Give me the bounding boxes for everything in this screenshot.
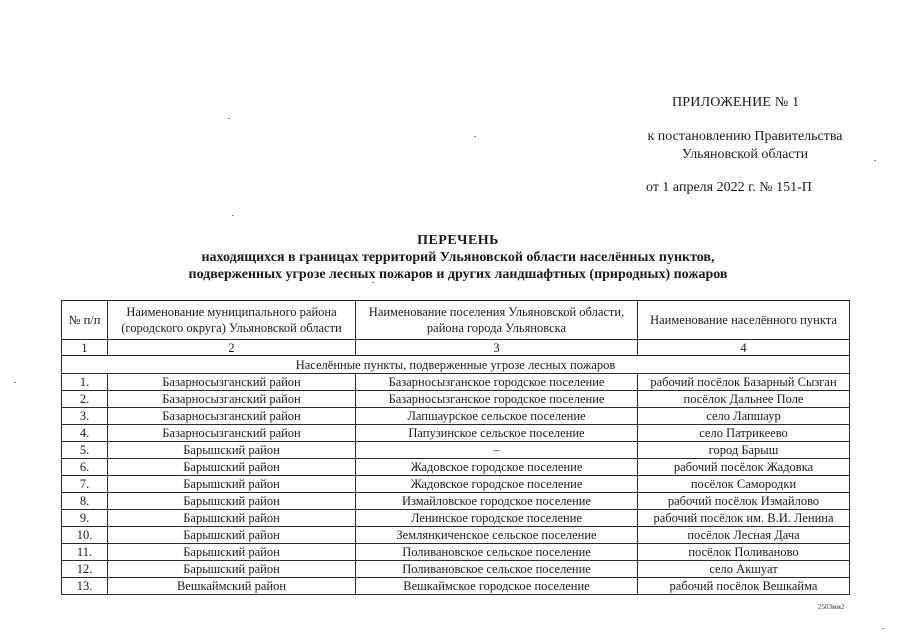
cell-district: Барышский район (108, 527, 356, 544)
document-title (90, 232, 826, 283)
cell-district: Барышский район (108, 561, 356, 578)
cell-settlement: – (356, 442, 638, 459)
cell-locality: село Патрикеево (638, 425, 850, 442)
header-locality: Наименование населённого пункта (638, 301, 850, 340)
cell-district: Барышский район (108, 442, 356, 459)
cell-district: Барышский район (108, 544, 356, 561)
cell-locality: рабочий посёлок Базарный Сызган (638, 374, 850, 391)
cell-locality: посёлок Самородки (638, 476, 850, 493)
cell-settlement: Вешкаймское городское поселение (356, 578, 638, 595)
header-district: Наименование муниципального района (городского округа) Ульяновской области (108, 301, 356, 340)
cell-district: Базарносызганский район (108, 374, 356, 391)
cell-district: Барышский район (108, 493, 356, 510)
table-row (62, 527, 850, 544)
section-title: Населённые пункты, подверженные угрозе лесных пожаров (62, 356, 850, 374)
scan-speck (474, 136, 476, 137)
column-number-row (62, 340, 850, 356)
cell-num: 5. (62, 442, 108, 459)
decree-reference-line1: к постановлению Правительства (647, 129, 843, 144)
table-row (62, 459, 850, 476)
table-row (62, 493, 850, 510)
scan-speck (232, 215, 234, 216)
decree-reference (620, 128, 870, 164)
cell-locality: город Барыш (638, 442, 850, 459)
scan-speck (882, 628, 884, 629)
cell-district: Барышский район (108, 510, 356, 527)
cell-settlement: Жадовское городское поселение (356, 476, 638, 493)
cell-locality: село Акшуат (638, 561, 850, 578)
localities-table (61, 300, 850, 595)
cell-num: 10. (62, 527, 108, 544)
title-line2: подверженных угрозе лесных пожаров и других ландшафтных (природных) пожаров (188, 267, 728, 282)
table-row (62, 408, 850, 425)
decree-date: от 1 апреля 2022 г. № 151-П (646, 180, 812, 195)
cell-num: 8. (62, 493, 108, 510)
cell-locality: рабочий посёлок Измайлово (638, 493, 850, 510)
header-num: № п/п (62, 301, 108, 340)
cell-settlement: Базарносызганское городское поселение (356, 374, 638, 391)
title-main: ПЕРЕЧЕНЬ (417, 233, 499, 248)
title-line1: находящихся в границах территорий Ульяновской области населённых пунктов, (201, 250, 715, 265)
cell-locality: посёлок Лесная Дача (638, 527, 850, 544)
cell-num: 12. (62, 561, 108, 578)
cell-settlement: Папузинское сельское поселение (356, 425, 638, 442)
cell-settlement: Ленинское городское поселение (356, 510, 638, 527)
cell-settlement: Поливановское сельское поселение (356, 561, 638, 578)
cell-district: Базарносызганский район (108, 408, 356, 425)
table-row (62, 476, 850, 493)
cell-num: 2. (62, 391, 108, 408)
table-row (62, 561, 850, 578)
cell-locality: посёлок Поливаново (638, 544, 850, 561)
cell-num: 3. (62, 408, 108, 425)
cell-num: 4. (62, 425, 108, 442)
cell-district: Вешкаймский район (108, 578, 356, 595)
cell-num: 6. (62, 459, 108, 476)
cell-locality: село Лапшаур (638, 408, 850, 425)
column-number: 2 (108, 340, 356, 356)
cell-district: Базарносызганский район (108, 391, 356, 408)
scan-speck (228, 118, 230, 119)
cell-locality: посёлок Дальнее Поле (638, 391, 850, 408)
header-settlement: Наименование поселения Ульяновской области, района города Ульяновска (356, 301, 638, 340)
cell-num: 7. (62, 476, 108, 493)
cell-settlement: Поливановское сельское поселение (356, 544, 638, 561)
cell-settlement: Базарносызганское городское поселение (356, 391, 638, 408)
table-row (62, 425, 850, 442)
table-row (62, 442, 850, 459)
table-row (62, 374, 850, 391)
column-number: 4 (638, 340, 850, 356)
section-row (62, 356, 850, 374)
cell-district: Базарносызганский район (108, 425, 356, 442)
appendix-label: ПРИЛОЖЕНИЕ № 1 (672, 95, 800, 110)
cell-num: 9. (62, 510, 108, 527)
cell-settlement: Землянкиченское сельское поселение (356, 527, 638, 544)
table-row (62, 544, 850, 561)
decree-reference-line2: Ульяновской области (681, 147, 809, 162)
column-number: 3 (356, 340, 638, 356)
table-row (62, 391, 850, 408)
scan-speck (14, 382, 16, 383)
table-row (62, 578, 850, 595)
cell-settlement: Жадовское городское поселение (356, 459, 638, 476)
cell-num: 1. (62, 374, 108, 391)
cell-settlement: Измайловское городское поселение (356, 493, 638, 510)
table-row (62, 510, 850, 527)
table-header-row (62, 301, 850, 340)
cell-district: Барышский район (108, 476, 356, 493)
scan-speck (372, 282, 374, 283)
cell-settlement: Лапшаурское сельское поселение (356, 408, 638, 425)
cell-num: 11. (62, 544, 108, 561)
cell-locality: рабочий посёлок им. В.И. Ленина (638, 510, 850, 527)
document-stamp: 2503мм2 (818, 603, 845, 611)
cell-locality: рабочий посёлок Жадовка (638, 459, 850, 476)
cell-district: Барышский район (108, 459, 356, 476)
scan-speck (874, 160, 876, 161)
column-number: 1 (62, 340, 108, 356)
cell-num: 13. (62, 578, 108, 595)
cell-locality: рабочий посёлок Вешкайма (638, 578, 850, 595)
